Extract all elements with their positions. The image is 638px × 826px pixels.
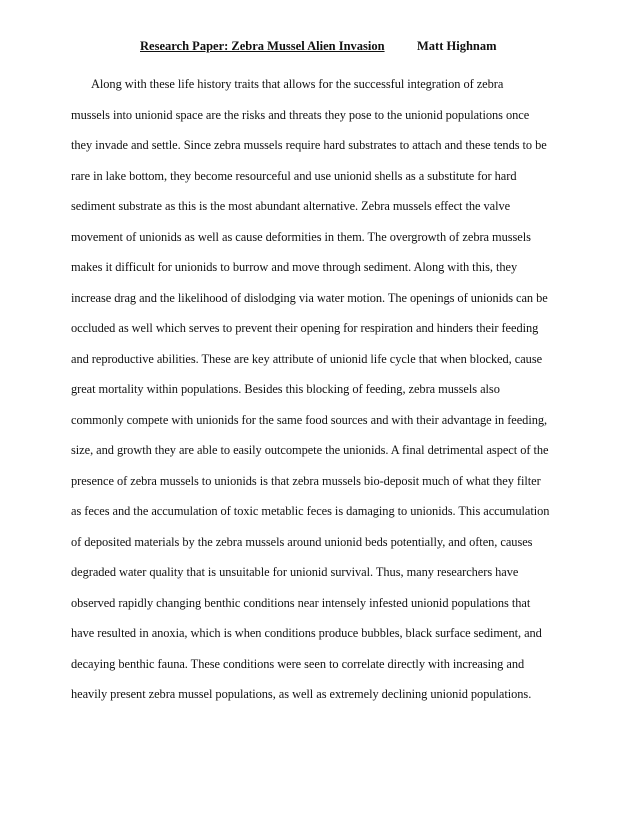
paragraph-line: degraded water quality that is unsuitable for unionid survival. Thus, many researchers have — [71, 565, 519, 579]
paragraph-line: makes it difficult for unionids to burrow and move through sediment. Along with this, they — [71, 260, 518, 274]
paragraph-line: movement of unionids as well as cause deformities in them. The overgrowth of zebra mussels — [71, 229, 531, 244]
paragraph-line: they invade and settle. Since zebra mussels require hard substrates to attach and these tends to be — [71, 138, 547, 152]
paragraph-line: occluded as well which serves to prevent their opening for respiration and hinders their feeding — [71, 321, 539, 335]
paragraph-line: presence of zebra mussels to unionids is that zebra mussels bio-deposit much of what they filter — [71, 473, 541, 488]
paragraph-line: as feces and the accumulation of toxic metablic feces is damaging to unionids. This accumulation — [71, 504, 550, 518]
body-paragraph — [71, 75, 571, 716]
paragraph-line: increase drag and the likelihood of dislodging via water motion. The openings of unionids can be — [71, 290, 548, 305]
paragraph-line: great mortality within populations. Besides this blocking of feeding, zebra mussels also — [71, 382, 500, 396]
paper-title: Research Paper: Zebra Mussel Alien Invasion — [140, 39, 385, 53]
paragraph-line: of deposited materials by the zebra mussels around unionid beds potentially, and often, causes — [71, 534, 533, 549]
paragraph-line: and reproductive abilities. These are key attribute of unionid life cycle that when blocked, cause — [71, 351, 543, 366]
paragraph-line: Along with these life history traits that allows for the successful integration of zebra — [91, 77, 504, 91]
paragraph-line: mussels into unionid space are the risks and threats they pose to the unionid populations once — [71, 107, 530, 122]
page-header — [0, 39, 638, 57]
paragraph-line: size, and growth they are able to easily outcompete the unionids. A final detrimental aspect of the — [71, 443, 549, 457]
author-name: Matt Highnam — [417, 39, 497, 53]
paragraph-line: decaying benthic fauna. These conditions were seen to correlate directly with increasing and — [71, 656, 525, 671]
paragraph-line: commonly compete with unionids for the same food sources and with their advantage in feeding, — [71, 412, 548, 427]
paragraph-line: have resulted in anoxia, which is when conditions produce bubbles, black surface sediment, and — [71, 626, 542, 640]
paragraph-line: rare in lake bottom, they become resourceful and use unionid shells as a substitute for hard — [71, 168, 517, 183]
paragraph-line: heavily present zebra mussel populations, as well as extremely declining unionid populations. — [71, 687, 532, 701]
paragraph-line: sediment substrate as this is the most abundant alternative. Zebra mussels effect the valve — [71, 199, 511, 213]
paragraph-line: observed rapidly changing benthic conditions near intensely infested unionid populations that — [71, 595, 531, 610]
